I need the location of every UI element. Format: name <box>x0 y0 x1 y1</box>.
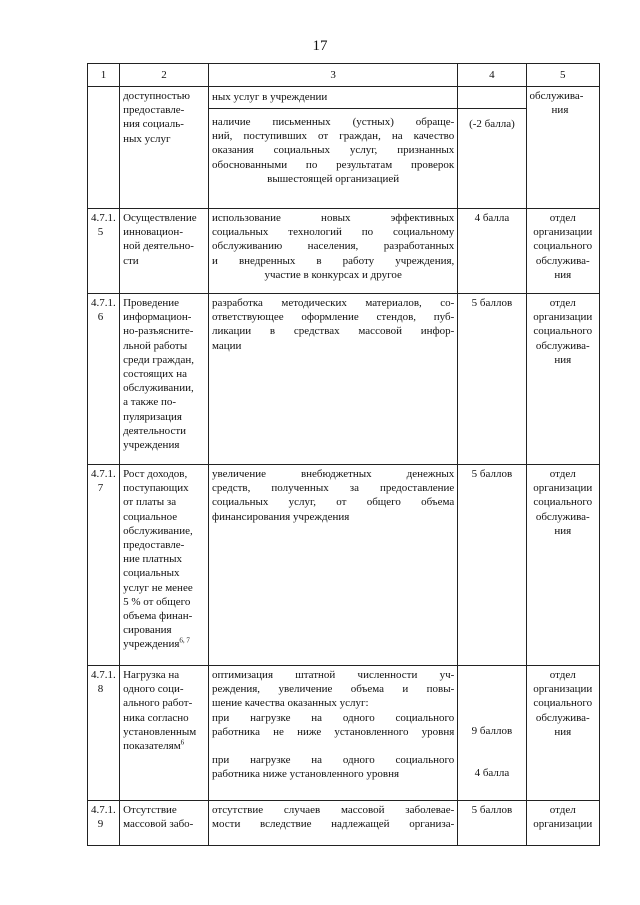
criterion-points: 5 баллов <box>458 465 526 666</box>
table-row <box>88 465 600 666</box>
criterion-indicator: оптимизация штатной численности уч- реждения, увеличение объема и повы- шение качества оказанных услуг: при нагрузке на одного социального работника не ниже установленного уровня при нагрузке на одного социального работника ниже установленного уровня <box>209 666 458 801</box>
table-row <box>88 294 600 465</box>
criterion-name: Рост доходов, поступающих от платы за социальное обслуживание, предоставле- ние платных социальных услуг не менее 5 % от общего объема финан- сирования учреждения$^{6, 7}$ <box>120 465 209 666</box>
criterion-indicator: разработка методических материалов, со- ответствующее оформление стендов, пуб- ликации в средствах массовой инфор- мации <box>209 294 458 465</box>
criterion-name: Отсутствие массовой забо- <box>120 801 209 846</box>
header-col-2: 2 <box>120 64 209 87</box>
criterion-indicator: отсутствие случаев массовой заболевае- мости вследствие надлежащей организа- <box>209 801 458 846</box>
criterion-points: 4 балла <box>458 209 526 294</box>
criterion-responsible: отдел организации социального обслужива- ния <box>526 666 599 801</box>
table-row <box>88 801 600 846</box>
table-row <box>88 666 600 801</box>
criterion-points: 5 баллов <box>458 294 526 465</box>
criterion-responsible: отдел организации социального обслужива- ния <box>526 465 599 666</box>
table-row-continuation <box>88 87 600 209</box>
header-col-3: 3 <box>209 64 458 87</box>
criterion-points: 9 баллов 4 балла <box>458 666 526 801</box>
criterion-responsible: отдел организации <box>526 801 599 846</box>
criterion-points: (-2 балла) <box>458 87 526 209</box>
criterion-name: Нагрузка на одного соци- ального работ- ника согласно установленным показателям$^6$ <box>120 666 209 801</box>
criterion-indicator: увеличение внебюджетных денежных средств, полученных за предоставление социальных услуг, от общего объема финансирования учреждения <box>209 465 458 666</box>
header-col-4: 4 <box>458 64 526 87</box>
criterion-number: 4.7.1. 5 <box>88 209 120 294</box>
page-number: 17 <box>312 38 328 54</box>
criterion-responsible: отдел организации социального обслужива- ния <box>526 294 599 465</box>
table-row <box>88 209 600 294</box>
table-header-row <box>88 64 600 87</box>
criterion-points: 5 баллов <box>458 801 526 846</box>
criterion-name: доступностью предоставле- ния социаль- ных услуг <box>120 87 209 209</box>
criterion-number: 4.7.1. 8 <box>88 666 120 801</box>
criterion-number: 4.7.1. 7 <box>88 465 120 666</box>
criterion-number: 4.7.1. 6 <box>88 294 120 465</box>
criterion-number: 4.7.1. 9 <box>88 801 120 846</box>
criteria-table <box>87 63 600 846</box>
criterion-name: Осуществление инновацион- ной деятельно- сти <box>120 209 209 294</box>
criterion-name: Проведение информацион- но-разъясните- льной работы среди граждан, состоящих на обслуживании, а также по- пуляризация деятельности учреждения <box>120 294 209 465</box>
criterion-responsible: обслужива- ния <box>526 87 599 209</box>
criterion-indicator: ных услуг в учреждении наличие письменных (устных) обраще- ний, поступивших от граждан, на качество оказания социальных услуг, признанных обоснованными по результатам проверок вышестоящей организацией <box>209 87 458 209</box>
criterion-indicator: использование новых эффективных социальных технологий по социальному обслуживанию населения, разработанных и внедренных в работу учреждения, участие в конкурсах и другое <box>209 209 458 294</box>
criterion-responsible: отдел организации социального обслужива- ния <box>526 209 599 294</box>
header-col-1: 1 <box>88 64 120 87</box>
criterion-number <box>88 87 120 209</box>
header-col-5: 5 <box>526 64 599 87</box>
